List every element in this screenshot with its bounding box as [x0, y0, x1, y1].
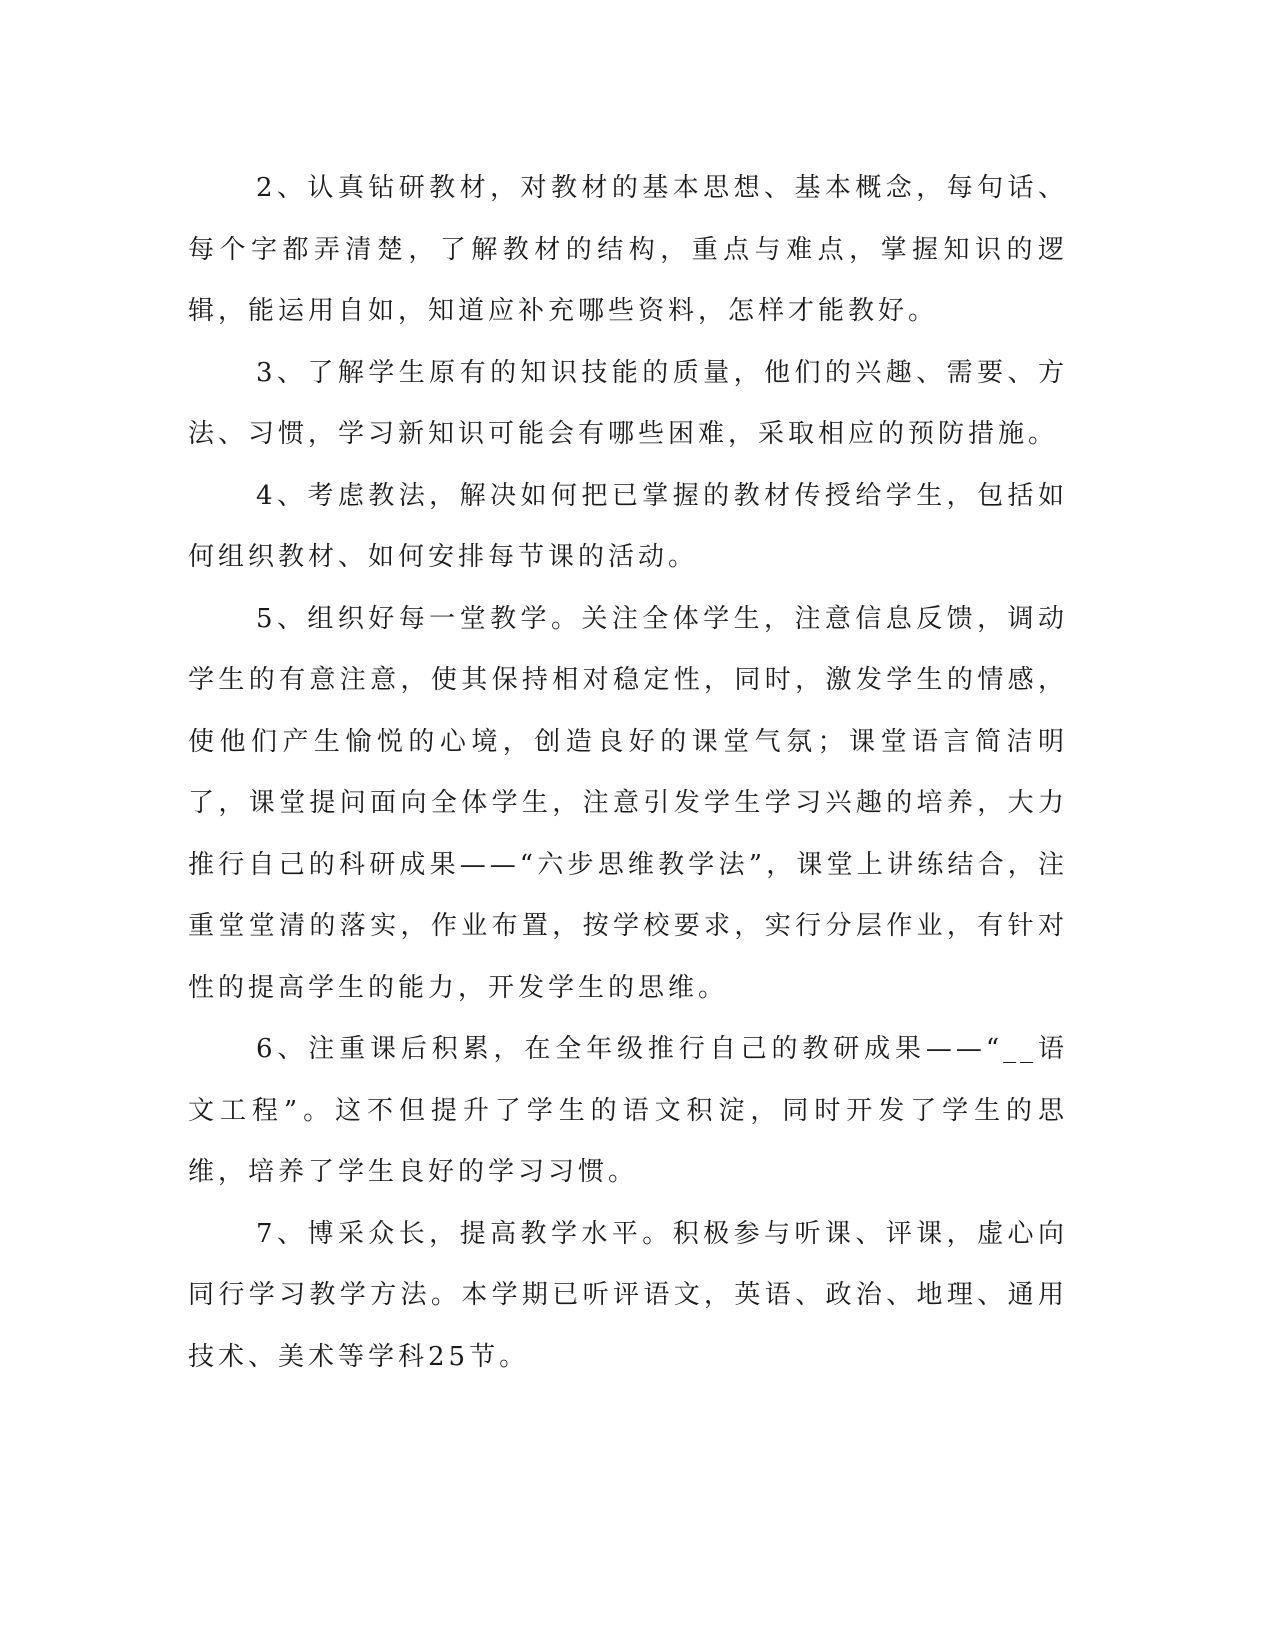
paragraph-item-7: 7、博采众长，提高教学水平。积极参与听课、评课，虚心向同行学习教学方法。本学期已听评语文，英语、政治、地理、通用技术、美术等学科25节。 — [188, 1218, 1068, 1372]
paragraph-item-6: 6、注重课后积累，在全年级推行自己的教研成果——“__语文工程”。这不但提升了学生的语文积淀，同时开发了学生的思维，培养了学生良好的学习习惯。 — [188, 1034, 1068, 1187]
paragraph-item-4: 4、考虑教法，解决如何把已掌握的教材传授给学生，包括如何组织教材、如何安排每节课的活动。 — [188, 480, 1068, 572]
paragraph-item-2: 2、认真钻研教材，对教材的基本思想、基本概念，每句话、每个字都弄清楚，了解教材的结构，重点与难点，掌握知识的逻辑，能运用自如，知道应补充哪些资料，怎样才能教好。 — [188, 173, 1068, 326]
paragraph-item-3: 3、了解学生原有的知识技能的质量，他们的兴趣、需要、方法、习惯，学习新知识可能会有哪些困难，采取相应的预防措施。 — [188, 357, 1068, 449]
paragraph-item-5: 5、组织好每一堂教学。关注全体学生，注意信息反馈，调动学生的有意注意，使其保持相对稳定性，同时，激发学生的情感，使他们产生愉悦的心境，创造良好的课堂气氛；课堂语言简洁明了，课堂提问面向全体学生，注意引发学生学习兴趣的培养，大力推行自己的科研成果——“六步思维教学法”，课堂上讲练结合，注重堂堂清的落实，作业布置，按学校要求，实行分层作业，有针对性的提高学生的能力，开发学生的思维。 — [188, 603, 1068, 1003]
document-body — [188, 158, 1068, 1388]
